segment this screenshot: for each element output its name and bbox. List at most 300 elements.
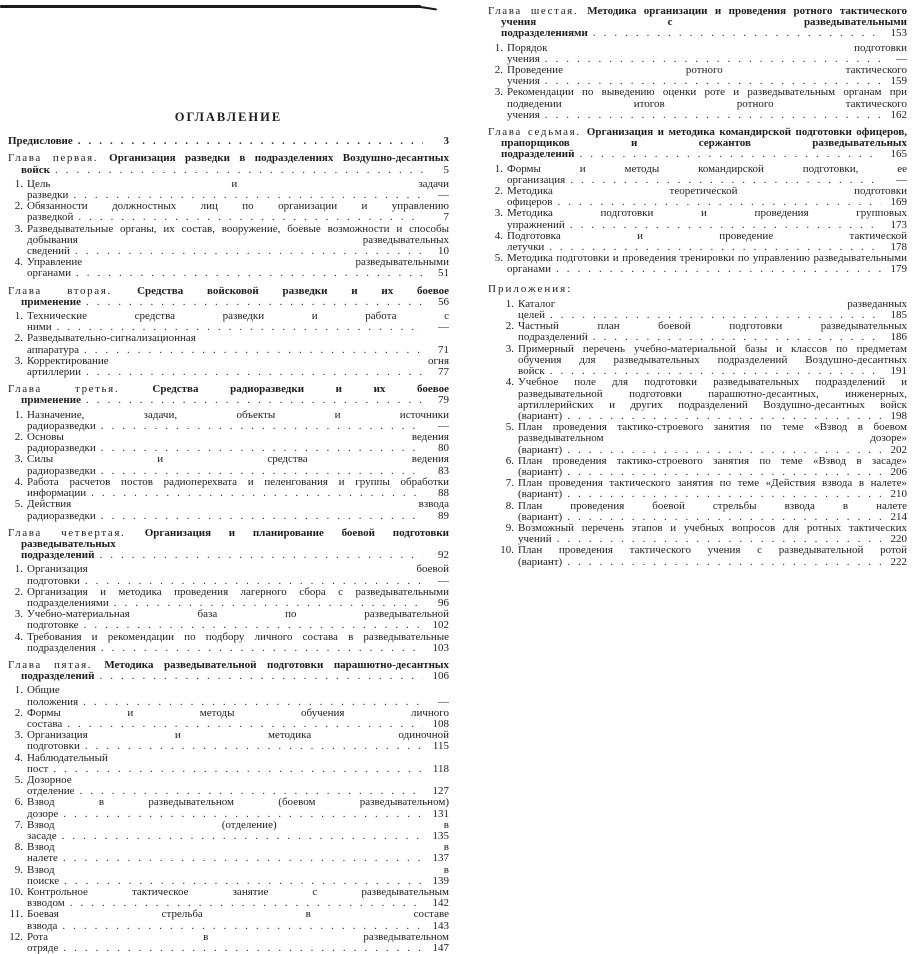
entry-text: [507, 43, 907, 65]
toc-item: [8, 685, 449, 707]
page-number: 159: [881, 76, 907, 87]
left-page: [8, 112, 449, 954]
entry-label: Общие положения: [27, 685, 79, 708]
entry-label: План проведения тактико-строевого занятия по теме «Взвод в засаде» (вариант): [518, 455, 907, 478]
dot-leader: [91, 487, 449, 499]
toc-item: [488, 164, 907, 186]
entry-label: Разведывательно-сигнализационная аппаратура: [27, 333, 196, 356]
page-number: 137: [423, 853, 449, 864]
page-number: 165: [881, 149, 907, 160]
dot-leader: [593, 331, 907, 343]
entry-number: 11.: [9, 908, 23, 921]
entry-number: 1.: [14, 177, 23, 190]
page-number: 220: [881, 534, 907, 545]
entry-label: Организация боевой подготовки: [27, 564, 449, 587]
entry-text: [8, 660, 449, 682]
page-number: —: [423, 697, 449, 708]
entry-number: 4.: [505, 376, 514, 389]
entry-text: [27, 865, 449, 887]
entry-text: [488, 127, 907, 161]
page-number: 135: [423, 831, 449, 842]
entry-label: Подготовка и проведение тактической летучки: [507, 230, 907, 254]
chapter-title: Средства войсковой разведки и их боевое применение: [21, 285, 449, 308]
chapter-prefix: Глава шестая.: [488, 6, 588, 17]
dot-leader: [545, 109, 907, 121]
entry-number: 5.: [494, 252, 503, 265]
dot-leader: [76, 267, 449, 279]
entry-number: 3.: [14, 453, 23, 466]
entry-label: Работа расчетов постов радиоперехвата и пеленгования и группы обработки информации: [27, 476, 449, 500]
entry-label: Проведение ротного тактического учения: [507, 65, 907, 88]
dot-leader: [78, 211, 449, 223]
toc-item: [8, 887, 449, 909]
page-number: 162: [881, 110, 907, 121]
entry-label: План проведения боевой стрельбы взвода в налете (вариант): [518, 500, 907, 523]
entry-text: [507, 231, 907, 253]
page-number: 10: [423, 246, 449, 257]
toc-item: [8, 909, 449, 931]
dot-leader: [545, 75, 907, 87]
dot-leader: [114, 597, 449, 609]
entry-number: 10.: [500, 544, 514, 557]
entry-text: [518, 321, 907, 343]
dot-leader: [567, 556, 907, 568]
entry-label: Корректирование огня артиллерии: [27, 355, 449, 379]
appendix-item: [499, 321, 907, 343]
page-number: 127: [423, 786, 449, 797]
entry-label: Взвод (отделение) в засаде: [27, 819, 449, 842]
chapter-items: [8, 179, 449, 280]
dot-leader: [101, 465, 449, 477]
page-number: 186: [881, 332, 907, 343]
entry-text: [27, 454, 449, 476]
entry-label: Формы и методы командирской подготовки, ее организация: [507, 163, 907, 186]
dot-leader: [57, 321, 449, 333]
entry-label: Примерный перечень учебно-материальной базы и классов по предметам обучения для разведывательных подразделений Воздушно-десантных войск: [518, 343, 907, 378]
dot-leader: [556, 263, 907, 275]
entry-label: Порядок подготовки учения: [507, 42, 907, 65]
page-number: —: [423, 421, 449, 432]
entry-label: Наблюдательный пост: [27, 752, 108, 775]
entry-text: [507, 164, 907, 186]
toc-item: [8, 775, 449, 797]
entry-number: 5.: [505, 421, 514, 434]
entry-text: [27, 842, 449, 864]
chapter-items: [8, 410, 449, 522]
entry-text: [518, 478, 907, 500]
entry-label: Возможный перечень этапов и учебных вопросов для ротных тактических учений: [518, 522, 907, 546]
entry-text: [518, 299, 907, 321]
dot-leader: [80, 785, 449, 797]
entry-label: Взвод в налете: [27, 842, 449, 865]
entry-text: [518, 456, 907, 478]
entry-text: [27, 708, 449, 730]
entry-label: Боевая стрельба в составе взвода: [27, 909, 449, 932]
entry-number: 7.: [14, 818, 23, 831]
chapter-items: [8, 685, 449, 954]
chapter-entry: [8, 384, 449, 406]
entry-label: Дозорное отделение: [27, 774, 75, 798]
dot-leader: [86, 366, 449, 378]
entry-text: [27, 410, 449, 432]
page-number: 102: [423, 620, 449, 631]
entry-number: 3.: [14, 354, 23, 367]
chapter-entry: [8, 528, 449, 562]
entry-number: 9.: [14, 863, 23, 876]
dot-leader: [549, 241, 907, 253]
entry-text: [27, 887, 449, 909]
page-number: 79: [423, 395, 449, 406]
page-number: 191: [881, 366, 907, 377]
toc-item: [8, 753, 449, 775]
chapter-entry: [488, 127, 907, 161]
toc-item: [8, 201, 449, 223]
page-number: 115: [423, 741, 449, 752]
entry-text: [27, 797, 449, 819]
entry-number: 2.: [505, 320, 514, 333]
chapter-title: Организация разведки в подразделениях Воздушно-десантных войск: [21, 153, 449, 176]
dot-leader: [545, 53, 907, 65]
appendix-item: [499, 523, 907, 545]
entry-text: [27, 356, 449, 378]
preface-entry: [8, 136, 449, 147]
entry-number: 3.: [14, 222, 23, 235]
toc-item: [8, 730, 449, 752]
right-page-entries: [488, 6, 907, 568]
page-number: —: [423, 322, 449, 333]
entry-number: 1.: [14, 563, 23, 576]
toc-item: [8, 477, 449, 499]
entry-number: 2.: [494, 185, 503, 198]
entry-text: [27, 564, 449, 586]
page-number: 88: [423, 488, 449, 499]
toc-item: [488, 186, 907, 208]
entry-number: 1.: [494, 162, 503, 175]
toc-item: [8, 356, 449, 378]
entry-label: Формы и методы обучения личного состава: [27, 707, 449, 730]
dot-leader: [85, 740, 449, 752]
entry-number: 2.: [14, 431, 23, 444]
page-number: 178: [881, 242, 907, 253]
chapter-prefix: Глава седьмая.: [488, 127, 587, 139]
entry-label: Разведывательные органы, их состав, вооружение, боевые возможности и способы добывания разведывательных сведений: [27, 223, 449, 258]
chapter-prefix: Глава третья.: [8, 384, 153, 396]
page-number: 131: [423, 809, 449, 820]
entry-label: План проведения тактико-строевого занятия по теме «Взвод в боевом разведывательном дозоре» (вариант): [518, 422, 907, 456]
dot-leader: [567, 444, 907, 456]
entry-label: Силы и средства ведения радиоразведки: [27, 454, 449, 477]
entry-text: [27, 753, 449, 775]
page-number: 96: [423, 598, 449, 609]
entry-label: Организация и методика одиночной подготовки: [27, 730, 449, 753]
dot-leader: [101, 442, 449, 454]
entry-number: 6.: [14, 796, 23, 809]
entry-text: [518, 344, 907, 378]
dot-leader: [550, 365, 907, 377]
entry-number: 2.: [494, 64, 503, 77]
entry-text: [27, 432, 449, 454]
entry-label: Взвод в разведывательном (боевом разведывательном) дозоре: [27, 797, 449, 820]
toc-item: [8, 820, 449, 842]
entry-text: [27, 609, 449, 631]
appendix-header: [488, 284, 907, 295]
page-number: 51: [423, 268, 449, 279]
page-number: 5: [423, 165, 449, 176]
entry-label: Управление разведывательными органами: [27, 257, 449, 280]
page-number: 173: [881, 220, 907, 231]
chapter-title: Методика организации и проведения ротного тактического учения с разведывательными подразделениями: [501, 6, 907, 40]
entry-label: Взвод в поиске: [27, 864, 449, 887]
entry-text: [518, 422, 907, 456]
dot-leader: [62, 830, 449, 842]
dot-leader: [73, 189, 449, 201]
toc-item: [488, 208, 907, 230]
dot-leader: [570, 219, 907, 231]
entry-number: 4.: [494, 229, 503, 242]
page-number: 142: [423, 898, 449, 909]
page-number: 3: [423, 136, 449, 147]
dot-leader: [62, 920, 449, 932]
dot-leader: [99, 670, 449, 682]
toc-item: [8, 587, 449, 609]
page-number: 202: [881, 445, 907, 456]
chapter-items: [8, 564, 449, 654]
entry-text: [518, 545, 907, 567]
entry-number: 1.: [14, 310, 23, 323]
entry-number: 1.: [14, 408, 23, 421]
dot-leader: [70, 897, 449, 909]
chapter-entry: [8, 660, 449, 682]
dot-leader: [53, 763, 449, 775]
entry-label: Предисловие: [8, 136, 73, 148]
entry-number: 10.: [9, 886, 23, 898]
entry-text: [27, 632, 449, 654]
entry-number: 4.: [14, 256, 23, 269]
chapter-prefix: Глава первая.: [8, 153, 110, 165]
entry-text: [27, 477, 449, 499]
entry-text: [8, 528, 449, 562]
entry-number: 4.: [14, 630, 23, 643]
entry-text: [27, 224, 449, 258]
toc-item: [8, 865, 449, 887]
page-number: 210: [881, 489, 907, 500]
toc-item: [8, 224, 449, 258]
chapter-prefix: Глава пятая.: [8, 659, 105, 671]
toc-heading: ОГЛАВЛЕНИЕ: [174, 110, 283, 124]
chapter-items: [488, 164, 907, 276]
dot-leader: [101, 420, 449, 432]
entry-label: Рекомендации по выведению оценки роте и разведывательным органам при подведении итогов ротного тактического учения: [507, 87, 907, 121]
entry-text: [8, 153, 449, 175]
appendix-item: [499, 299, 907, 321]
entry-number: 6.: [505, 454, 514, 467]
appendix-item: [499, 344, 907, 378]
dot-leader: [101, 510, 449, 522]
page-number: 222: [881, 557, 907, 568]
entry-text: [507, 208, 907, 230]
toc-item: [488, 231, 907, 253]
chapter-prefix: Глава вторая.: [8, 285, 138, 297]
dot-leader: [86, 394, 449, 406]
chapter-title: Организация и методика командирской подготовки офицеров, прапорщиков и сержантов разведывательных подразделений: [501, 127, 907, 161]
page-number: 77: [423, 367, 449, 378]
dot-leader: [557, 533, 907, 545]
entry-text: [518, 523, 907, 545]
dot-leader: [567, 466, 907, 478]
appendix-item: [499, 377, 907, 422]
dot-leader: [593, 27, 907, 39]
dot-leader: [75, 245, 449, 257]
entry-label: Технические средства разведки и работа с ними: [27, 311, 449, 334]
entry-text: [27, 685, 449, 707]
entry-number: 3.: [494, 86, 503, 99]
dot-leader: [78, 136, 449, 147]
entry-number: 3.: [505, 342, 514, 355]
entry-text: [488, 6, 907, 40]
page-number: 185: [881, 310, 907, 321]
page-number: 214: [881, 512, 907, 523]
entry-label: Действия взвода радиоразведки: [27, 499, 449, 522]
chapter-entry: [488, 6, 907, 40]
toc-item: [488, 43, 907, 65]
entry-label: Обязанности должностных лиц по организации и управлению разведкой: [27, 201, 449, 224]
page-number: 147: [423, 943, 449, 954]
dot-leader: [63, 808, 449, 820]
entry-text: [507, 87, 907, 121]
entry-number: 12.: [9, 930, 23, 943]
page-number: 169: [881, 197, 907, 208]
toc-item: [8, 179, 449, 201]
entry-text: [507, 186, 907, 208]
entry-number: 4.: [14, 751, 23, 764]
entry-number: 1.: [505, 297, 514, 310]
entry-text: [27, 820, 449, 842]
entry-number: 3.: [494, 207, 503, 220]
entry-number: 3.: [14, 729, 23, 742]
dot-leader: [63, 942, 449, 954]
chapter-prefix: Глава четвертая.: [8, 527, 145, 539]
entry-number: 2.: [14, 332, 23, 345]
entry-label: План проведения тактического занятия по теме «Действия взвода в налете» (вариант): [518, 478, 907, 501]
entry-text: [27, 333, 449, 355]
entry-text: [27, 179, 449, 201]
entry-label: Контрольное тактическое занятие с разведывательным взводом: [27, 887, 449, 910]
entry-number: 7.: [505, 477, 514, 490]
right-page: [488, 6, 907, 568]
entry-number: 5.: [14, 498, 23, 511]
entry-label: Учебное поле для подготовки разведывательных подразделений и разведывательной подготовки парашютно-десантных, инженерных, артиллерийских и других подразделений Воздушно-десантных войск (вариант): [518, 377, 907, 422]
entry-text: [518, 501, 907, 523]
page-number: —: [423, 576, 449, 587]
entry-label: Рота в разведывательном отряде: [27, 931, 449, 954]
dot-leader: [101, 642, 449, 654]
entry-number: 5.: [14, 773, 23, 786]
toc-item: [8, 499, 449, 521]
dot-leader: [567, 488, 907, 500]
appendix-items: [488, 299, 907, 568]
chapter-entry: [8, 286, 449, 308]
page-number: 153: [881, 28, 907, 39]
page-number: —: [423, 190, 449, 201]
entry-text: [27, 730, 449, 752]
page-number: 118: [423, 764, 449, 775]
page-number: 56: [423, 297, 449, 308]
toc-item: [488, 65, 907, 87]
dot-leader: [99, 549, 449, 561]
page-number: 108: [423, 719, 449, 730]
toc-item: [8, 797, 449, 819]
entry-label: Методика теоретической подготовки офицеров: [507, 186, 907, 209]
entry-number: 4.: [14, 475, 23, 488]
entry-label: Организация и методика проведения лагерного сбора с разведывательными подразделениями: [27, 586, 449, 609]
page-number: 80: [423, 443, 449, 454]
chapter-title: Средства радиоразведки и их боевое применение: [21, 384, 449, 407]
toc-item: [8, 454, 449, 476]
dot-leader: [84, 344, 449, 356]
chapter-items: [488, 43, 907, 121]
page-number: —: [881, 175, 907, 186]
entry-number: 2.: [14, 706, 23, 719]
scan-edge-line: [0, 5, 421, 8]
entry-text: [8, 384, 449, 406]
page-number: 198: [881, 411, 907, 422]
entry-text: [27, 499, 449, 521]
toc-item: [8, 632, 449, 654]
dot-leader: [579, 148, 907, 160]
entry-text: [27, 587, 449, 609]
entry-text: [27, 311, 449, 333]
entry-number: 2.: [14, 585, 23, 598]
appendix-item: [499, 545, 907, 567]
page-number: 83: [423, 466, 449, 477]
entry-text: [518, 377, 907, 422]
dot-leader: [83, 696, 449, 708]
toc-item: [8, 257, 449, 279]
chapter-title: Организация и планирование боевой подготовки разведывательных подразделений: [21, 527, 449, 562]
entry-number: 8.: [14, 841, 23, 854]
left-page-entries: [8, 136, 449, 954]
entry-label: Учебно-материальная база по разведывательной подготовке: [27, 609, 449, 632]
entry-number: 2.: [14, 200, 23, 213]
entry-text: [27, 201, 449, 223]
entry-label: Основы ведения радиоразведки: [27, 432, 449, 455]
toc-item: [8, 311, 449, 333]
entry-label: Цель и задачи разведки: [27, 178, 449, 202]
entry-number: 8.: [505, 499, 514, 512]
toc-item: [488, 87, 907, 121]
toc-item: [8, 432, 449, 454]
entry-label: Методика подготовки и проведения групповых упражнений: [507, 208, 907, 231]
toc-item: [8, 609, 449, 631]
dot-leader: [85, 575, 449, 587]
appendix-item: [499, 478, 907, 500]
page-number: 7: [423, 212, 449, 223]
toc-item: [8, 333, 449, 355]
page-number: 206: [881, 467, 907, 478]
entry-text: [27, 775, 449, 797]
dot-leader: [67, 718, 449, 730]
entry-text: [27, 932, 449, 954]
appendix-item: [499, 456, 907, 478]
entry-label: План проведения тактического учения с разведывательной ротой (вариант): [518, 545, 907, 568]
entry-text: [27, 909, 449, 931]
toc-item: [8, 932, 449, 954]
entry-text: [8, 286, 449, 308]
chapter-entry: [8, 153, 449, 175]
toc-item: [488, 253, 907, 275]
entry-label: Каталог разведанных целей: [518, 298, 907, 322]
toc-item: [8, 410, 449, 432]
